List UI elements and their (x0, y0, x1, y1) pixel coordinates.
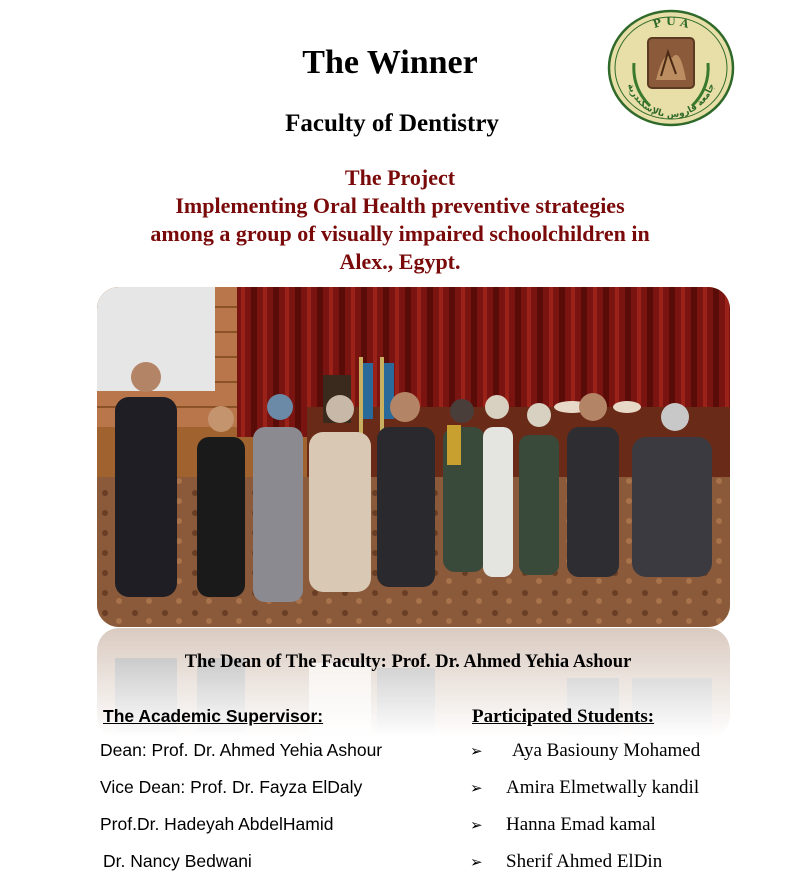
supervisor-line-4: Dr. Nancy Bedwani (103, 851, 252, 871)
logo-letter-p: P (651, 16, 664, 32)
student-name-2: Amira Elmetwally kandil (506, 777, 700, 798)
supervisor-line-1: Dean: Prof. Dr. Ahmed Yehia Ashour (100, 740, 383, 760)
project-label: The Project (344, 165, 456, 190)
faculty-name: Faculty of Dentistry (285, 110, 499, 137)
arrow-bullet-icon: ➢ (470, 853, 483, 871)
student-name-1: Aya Basiouny Mohamed (512, 740, 701, 761)
arrow-bullet-icon: ➢ (470, 779, 483, 797)
arrow-bullet-icon: ➢ (470, 742, 483, 760)
project-title-line-3: Alex., Egypt. (339, 249, 461, 274)
student-name-4: Sherif Ahmed ElDin (506, 851, 663, 872)
project-title-line-2: among a group of visually impaired schoolchildren in (150, 221, 650, 246)
group-photo (97, 287, 730, 627)
arrow-bullet-icon: ➢ (470, 816, 483, 834)
students-heading: Participated Students: (472, 706, 655, 727)
supervisor-line-3: Prof.Dr. Hadeyah AbdelHamid (100, 814, 334, 834)
student-name-3: Hanna Emad kamal (506, 814, 656, 835)
university-logo (606, 8, 736, 128)
student-item-4 (470, 851, 662, 873)
project-block (70, 164, 730, 276)
logo-letter-u: U (666, 14, 676, 29)
page-title: The Winner (302, 44, 478, 81)
logo-arabic-text: جامعة فاروس بالإسكندرية (624, 82, 718, 121)
student-item-2 (470, 777, 699, 799)
student-item-1 (470, 740, 700, 762)
student-item-3 (470, 814, 656, 836)
supervisor-line-2: Vice Dean: Prof. Dr. Fayza ElDaly (100, 777, 363, 797)
project-title-line-1: Implementing Oral Health preventive strategies (175, 193, 625, 218)
supervisor-heading: The Academic Supervisor: (103, 706, 324, 726)
dean-line: The Dean of The Faculty: Prof. Dr. Ahmed Yehia Ashour (184, 652, 632, 672)
logo-letter-a: A (678, 16, 691, 31)
